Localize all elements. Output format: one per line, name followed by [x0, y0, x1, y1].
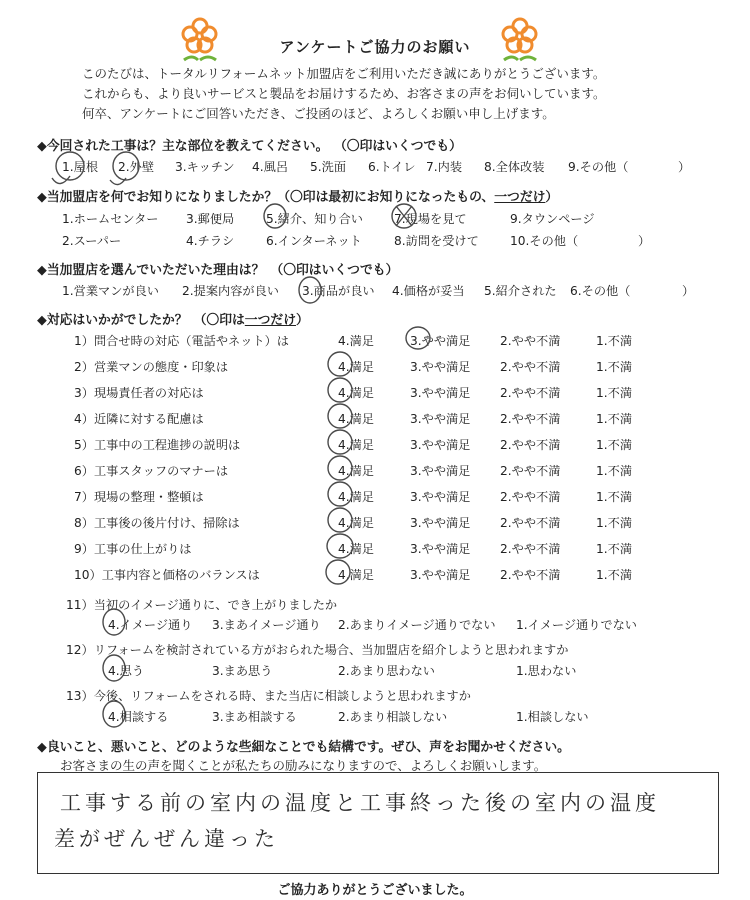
q3-option[interactable]: 4.価格が妥当 [392, 284, 465, 298]
q3-heading [37, 259, 398, 278]
rating-row-label: 6）工事スタッフのマナーは [74, 464, 229, 478]
q13-option[interactable]: 2.あまり相談しない [338, 710, 448, 724]
rating-option[interactable]: 1.不満 [596, 386, 633, 400]
comment-box[interactable] [37, 772, 719, 874]
rating-option[interactable]: 4.満足 [338, 542, 375, 556]
q11-option[interactable]: 4.イメージ通り [108, 618, 193, 632]
q1-option[interactable]: 2.外壁 [118, 160, 155, 174]
rating-row-label: 9）工事の仕上がりは [74, 542, 192, 556]
rating-option[interactable]: 3.やや満足 [410, 412, 471, 426]
q3-option[interactable]: 3.商品が良い [302, 284, 375, 298]
rating-option[interactable]: 4.満足 [338, 386, 375, 400]
rating-row-label: 2）営業マンの態度・印象は [74, 360, 229, 374]
rating-option[interactable]: 1.不満 [596, 568, 633, 582]
rating-option[interactable]: 3.やや満足 [410, 386, 471, 400]
rating-option[interactable]: 2.やや不満 [500, 412, 561, 426]
rating-option[interactable]: 4.満足 [338, 568, 375, 582]
rating-row-label: 1）問合せ時の対応（電話やネット）は [74, 334, 289, 348]
rating-option[interactable]: 3.やや満足 [410, 490, 471, 504]
q12-option[interactable]: 1.思わない [516, 664, 577, 678]
rating-option[interactable]: 2.やや不満 [500, 464, 561, 478]
rating-row-label: 4）近隣に対する配慮は [74, 412, 204, 426]
q2-heading [37, 186, 558, 205]
q2-note-end: ） [545, 190, 559, 205]
rating-option[interactable]: 3.やや満足 [410, 334, 471, 348]
rating-option[interactable]: 2.やや不満 [500, 568, 561, 582]
rating-option[interactable]: 2.やや不満 [500, 516, 561, 530]
q2-option[interactable]: 6.インターネット [266, 234, 362, 248]
q1-option[interactable]: 4.風呂 [252, 160, 289, 174]
q1-option[interactable]: 7.内装 [426, 160, 463, 174]
page-title: アンケートご協力のお願い [279, 38, 471, 56]
rating-option[interactable]: 1.不満 [596, 412, 633, 426]
q2-option[interactable]: 2.スーパー [62, 234, 122, 248]
rating-option[interactable]: 4.満足 [338, 438, 375, 452]
rating-option[interactable]: 2.やや不満 [500, 490, 561, 504]
intro-line: 何卒、アンケートにご回答いただき、ご投函のほど、よろしくお願い申し上げます。 [82, 106, 555, 121]
rating-option[interactable]: 3.やや満足 [410, 568, 471, 582]
q2-note: （〇印は最初にお知りになったもの、 [277, 190, 495, 205]
rating-option[interactable]: 4.満足 [338, 334, 375, 348]
rating-option[interactable]: 1.不満 [596, 438, 633, 452]
rating-option[interactable]: 2.やや不満 [500, 438, 561, 452]
q11-option[interactable]: 2.あまりイメージ通りでない [338, 618, 496, 632]
q4-note-end: ） [295, 313, 309, 328]
q1-option[interactable]: 8.全体改装 [484, 160, 545, 174]
q4-heading-text: ◆対応はいかがでしたか？ [37, 313, 188, 328]
q2-option[interactable]: 4.チラシ [186, 234, 235, 248]
q13-option[interactable]: 3.まあ相談する [212, 710, 297, 724]
q1-heading-text: ◆今回された工事は？主な部位を教えてください。 [37, 139, 329, 154]
q1-note: （〇印はいくつでも） [340, 139, 462, 154]
handwritten-comment-line: 工事する前の室内の温度と工事終った後の室内の温度 [60, 791, 660, 815]
q2-option[interactable]: 3.郵便局 [186, 212, 235, 226]
q1-option[interactable]: 6.トイレ [368, 160, 416, 174]
q12-option[interactable]: 3.まあ思う [212, 664, 273, 678]
q2-option[interactable]: 5.紹介、知り合い [266, 212, 363, 226]
q1-close-paren: ） [678, 160, 691, 174]
q1-option[interactable]: 3.キッチン [175, 160, 235, 174]
rating-option[interactable]: 1.不満 [596, 360, 633, 374]
q3-option[interactable]: 2.提案内容が良い [182, 284, 279, 298]
rating-option[interactable]: 3.やや満足 [410, 360, 471, 374]
rating-row-label: 10）工事内容と価格のバランスは [74, 568, 260, 582]
q12-option[interactable]: 4.思う [108, 664, 145, 678]
rating-option[interactable]: 2.やや不満 [500, 542, 561, 556]
handwritten-comment-line: 差がぜんぜん違った [54, 827, 279, 851]
rating-option[interactable]: 1.不満 [596, 334, 633, 348]
q1-option[interactable]: 1.屋根 [62, 160, 99, 174]
q13-option[interactable]: 4.相談する [108, 710, 169, 724]
rating-option[interactable]: 4.満足 [338, 360, 375, 374]
comments-subheading: お客さまの生の声を聞くことが私たちの励みになりますので、よろしくお願いします。 [60, 758, 547, 773]
rating-row-label: 8）工事後の後片付け、掃除は [74, 516, 240, 530]
rating-option[interactable]: 1.不満 [596, 516, 633, 530]
q3-close-paren: ） [682, 284, 695, 298]
rating-option[interactable]: 1.不満 [596, 464, 633, 478]
q3-option[interactable]: 1.営業マンが良い [62, 284, 159, 298]
q2-option[interactable]: 9.タウンページ [510, 212, 595, 226]
answer-check-mark [52, 176, 126, 185]
rating-option[interactable]: 4.満足 [338, 412, 375, 426]
intro-line: これからも、より良いサービスと製品をお届けするため、お客さまの声をお伺いしています。 [82, 86, 606, 101]
intro-line: このたびは、トータルリフォームネット加盟店をご利用いただき誠にありがとうございます。 [82, 66, 606, 81]
rating-option[interactable]: 3.やや満足 [410, 464, 471, 478]
q2-option[interactable]: 8.訪問を受けて [394, 234, 479, 248]
q4-note-emphasis: 一つだけ [244, 313, 296, 328]
q3-option[interactable]: 6.その他（ [570, 284, 631, 298]
q12-option[interactable]: 2.あまり思わない [338, 664, 435, 678]
q2-option[interactable]: 7.現場を見て [394, 212, 467, 226]
closing-thanks: ご協力ありがとうございました。 [277, 883, 473, 898]
q4-heading [37, 309, 309, 328]
q1-option[interactable]: 9.その他（ [568, 160, 629, 174]
q2-heading-text: ◆当加盟店を何でお知りになりましたか？ [37, 190, 278, 205]
rating-option[interactable]: 1.不満 [596, 542, 633, 556]
q3-option[interactable]: 5.紹介された [484, 284, 557, 298]
rating-option[interactable]: 2.やや不満 [500, 386, 561, 400]
q4-note: （〇印は [193, 313, 245, 328]
q13-option[interactable]: 1.相談しない [516, 710, 589, 724]
q2-option[interactable]: 1.ホームセンター [62, 212, 159, 226]
q11-option[interactable]: 1.イメージ通りでない [516, 618, 637, 632]
q3-note: （〇印はいくつでも） [270, 263, 399, 278]
rating-option[interactable]: 4.満足 [338, 464, 375, 478]
rating-option[interactable]: 3.やや満足 [410, 516, 471, 530]
comments-heading: ◆良いこと、悪いこと、どのような些細なことでも結構です。ぜひ、声をお聞かせください。 [37, 740, 570, 755]
q12-question: 12）リフォームを検討されている方がおられた場合、当加盟店を紹介しようと思われますか [66, 643, 569, 657]
rating-option[interactable]: 3.やや満足 [410, 542, 471, 556]
q2-close-paren: ） [638, 234, 651, 248]
q11-option[interactable]: 3.まあイメージ通り [212, 618, 321, 632]
rating-option[interactable]: 4.満足 [338, 490, 375, 504]
q13-question: 13）今後、リフォームをされる時、また当店に相談しようと思われますか [66, 689, 471, 703]
q3-heading-text: ◆当加盟店を選んでいただいた理由は？ [37, 263, 265, 278]
q2-note-emphasis: 一つだけ [494, 190, 546, 205]
rating-row-label: 7）現場の整理・整頓は [74, 490, 204, 504]
rating-row-label: 3）現場責任者の対応は [74, 386, 204, 400]
rating-option[interactable]: 2.やや不満 [500, 334, 561, 348]
rating-option[interactable]: 4.満足 [338, 516, 375, 530]
rating-option[interactable]: 3.やや満足 [410, 438, 471, 452]
q11-question: 11）当初のイメージ通りに、でき上がりましたか [66, 598, 338, 612]
q1-option[interactable]: 5.洗面 [310, 160, 347, 174]
rating-option[interactable]: 1.不満 [596, 490, 633, 504]
rating-option[interactable]: 2.やや不満 [500, 360, 561, 374]
q1-heading [37, 135, 462, 154]
rating-row-label: 5）工事中の工程進捗の説明は [74, 438, 241, 452]
q2-option[interactable]: 10.その他（ [510, 234, 579, 248]
